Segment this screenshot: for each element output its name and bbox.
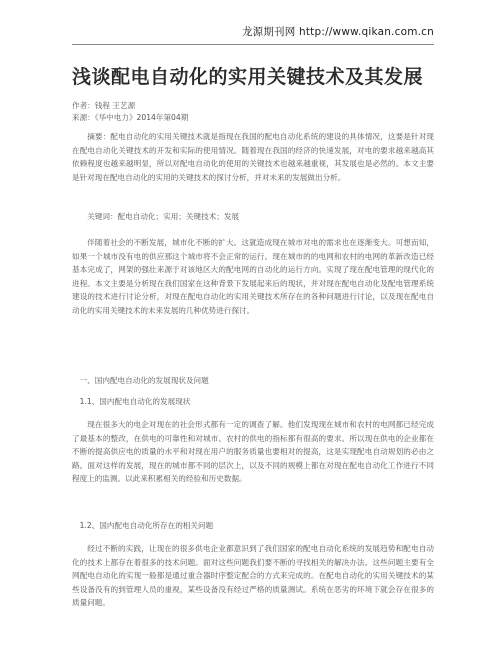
article-title: 浅谈配电自动化的实用关键技术及其发展	[72, 66, 424, 88]
subsection-heading-1-2	[72, 519, 434, 533]
subsection-heading: 1.1、国内配电自动化的发展现状	[79, 397, 191, 406]
source-line: 来源：《华中电力》2014年第04期	[72, 113, 189, 122]
subsection-heading-1-1	[72, 395, 434, 409]
section-1-1-body	[72, 418, 434, 486]
site-header[interactable]: 龙源期刊网 http://www.qikan.com.cn	[241, 26, 434, 38]
intro-block	[72, 236, 434, 318]
body-paragraph: 经过不断的实践，让现在的很多供电企业都意识到了我们国家的配电自动化系统的发展趋势和配电自动化的技术上都存在着很多的技术问题。面对这些问题我们要不断的寻找相关的解决办法。这些问题主要有全网配电自动化的实现一般都是通过重合器时序整定配合的方式来完成的。在配电自动化的实用关键技术的某些设备没有的到管理人员的重视，某些设备没有经过严格的质量测试。系统在恶劣的环境下就会存在很多的质量问题。	[72, 544, 434, 608]
keywords-block	[72, 210, 434, 224]
section-1-2-body	[72, 542, 434, 610]
abstract-block	[72, 130, 434, 184]
section-heading: 一、国内配电自动化的发展现状及问题	[79, 376, 209, 385]
body-paragraph: 现在很多大的电企对现在的社会形式都有一定的调查了解。他们发现现在城市和农村的电网都已经完成了最基本的整改，在供电的可靠性和对城市、农村的供电的指标都有很高的要求。所以现在供电的企业都在不断的提高供应电的质量的水平和对现在用户的服务质量也要相对的提高，这是实现配电自动规划的必由之路。面对这样的发展，现在的城市都不同的层次上，以及不同的规模上都在对现在配电自动化工作进行不同程度上的监测。以此来积累相关的经验和历史数据。	[72, 420, 434, 484]
section-heading-1	[72, 374, 434, 388]
abstract-paragraph: 摘要：配电自动化的实用关键技术就是指现在我国的配电自动化系统的建设的具体情况，这要是针对现在配电自动化关键技术的开发和实际的使用情况。随着现在我国的经济的快速发展，对电的要求越来越高其依赖程度也越来越明显，所以对配电自动化的使用的关键技术也越来越重视，其发展也是必然的。本文主要是针对现在配电自动化的实用的关键技术的探讨分析，并对未来的发展做出分析。	[72, 132, 434, 182]
intro-paragraph: 伴随着社会的不断发展，城市化不断的扩大。这就造成现在城市对电的需求也在逐渐变大。可想而知，如果一个城市没有电的供应那这个城市将不会正常的运行。现在城市的的电网和农村的电网的革新改造已经基本完成了，网架的强壮来源于对该地区大的配电网的自动化的运行方向。实现了现在配电管理的现代化的进程。本文主要是分析现在我们国家在这种背景下发展起来后的现状，并对现在配电自动化及配电管理系统建设的技术进行讨论分析，对现在配电自动化的实用关键技术所存在的各种问题进行讨论，以及现在配电自动化的实用关键技术的未来发展的几种优势进行探讨。	[72, 238, 434, 315]
header-divider	[72, 44, 434, 45]
subsection-heading: 1.2、国内配电自动化所存在的相关问题	[79, 521, 214, 530]
author-line: 作者：钱程 王艺源	[72, 101, 136, 110]
keywords-line: 关键词：配电自动化；实用；关键技术；发展	[87, 212, 240, 221]
